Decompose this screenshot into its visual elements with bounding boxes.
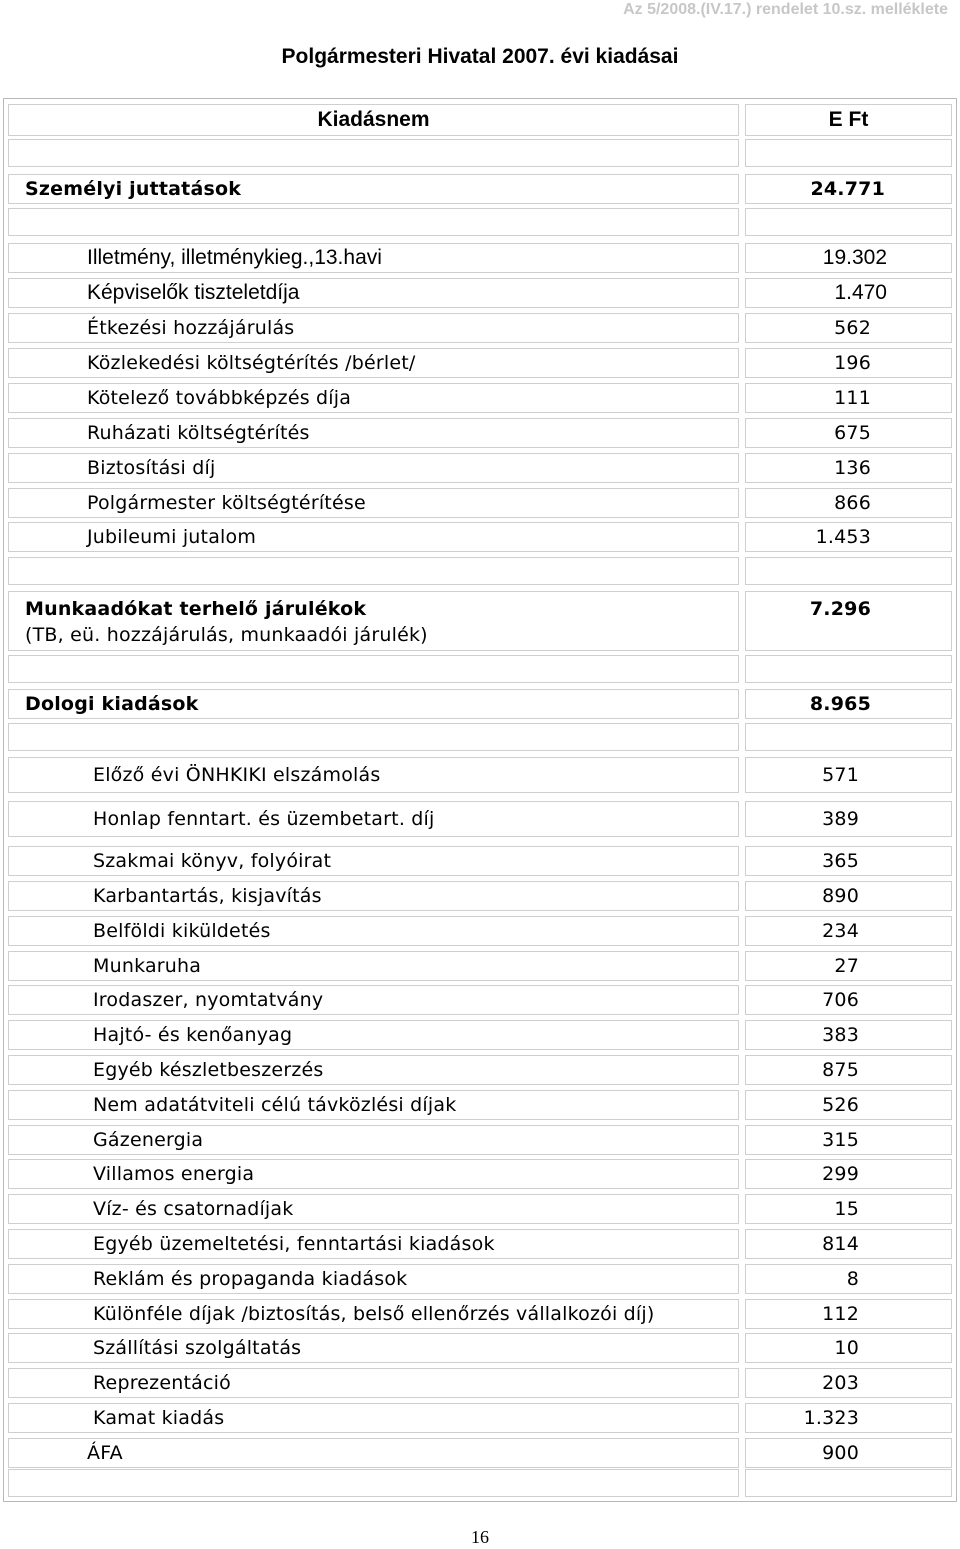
item-amount: 900	[822, 1442, 859, 1464]
table-row	[4, 206, 956, 238]
label-cell	[8, 453, 739, 483]
item-amount: 15	[834, 1198, 859, 1220]
item-amount: 315	[822, 1129, 859, 1151]
table-row	[4, 799, 956, 839]
item-amount: 875	[822, 1059, 859, 1081]
section-amount: 7.296	[809, 598, 871, 620]
value-cell	[745, 208, 952, 236]
item-amount: 111	[834, 387, 871, 409]
label-cell	[8, 208, 739, 236]
item-label: Reklám és propaganda kiadások	[93, 1268, 408, 1290]
label-cell	[8, 488, 739, 518]
item-label: Hajtó- és kenőanyag	[93, 1024, 293, 1046]
section-label	[25, 596, 428, 648]
item-label: Jubileumi jutalom	[87, 526, 257, 548]
label-cell	[8, 1125, 739, 1155]
value-cell	[745, 522, 952, 552]
table-row	[4, 589, 956, 653]
item-amount: 203	[822, 1372, 859, 1394]
item-label: Polgármester költségtérítése	[87, 492, 366, 514]
section-amount: 24.771	[810, 178, 885, 200]
table-row	[4, 1018, 956, 1052]
value-cell	[745, 1125, 952, 1155]
item-amount: 196	[834, 352, 871, 374]
item-amount: 8	[846, 1268, 859, 1290]
item-label: Egyéb üzemeltetési, fenntartási kiadások	[93, 1233, 495, 1255]
item-label: Egyéb készletbeszerzés	[93, 1059, 324, 1081]
value-cell	[745, 278, 952, 308]
value-cell	[745, 757, 952, 793]
section-label: Dologi kiadások	[25, 693, 199, 715]
section-amount: 8.965	[809, 693, 871, 715]
label-cell	[8, 522, 739, 552]
value-cell	[745, 1469, 952, 1497]
item-amount: 234	[822, 920, 859, 942]
table-row	[4, 1401, 956, 1435]
value-cell	[745, 985, 952, 1015]
item-label: Belföldi kiküldetés	[93, 920, 271, 942]
item-amount: 27	[834, 955, 859, 977]
item-label: Villamos energia	[93, 1163, 255, 1185]
value-cell	[745, 453, 952, 483]
label-cell	[8, 1264, 739, 1294]
label-cell	[8, 723, 739, 751]
table-row	[4, 983, 956, 1017]
table-row	[4, 137, 956, 169]
table-row	[4, 755, 956, 795]
table-row	[4, 1192, 956, 1226]
label-cell	[8, 278, 739, 308]
label-cell	[8, 1159, 739, 1189]
value-cell	[745, 557, 952, 585]
label-cell	[8, 1333, 739, 1363]
section-title: Munkaadókat terhelő járulékok	[25, 598, 367, 620]
table-row	[4, 879, 956, 913]
section-label: Személyi juttatások	[25, 178, 242, 200]
header-label-cell	[8, 104, 739, 136]
label-cell	[8, 801, 739, 837]
table-row	[4, 311, 956, 345]
item-label: Karbantartás, kisjavítás	[93, 885, 322, 907]
value-cell	[745, 591, 952, 651]
header-value-cell	[745, 104, 952, 136]
table-row	[4, 1262, 956, 1296]
table-row	[4, 1331, 956, 1365]
table-row	[4, 1227, 956, 1261]
item-amount: 112	[822, 1303, 859, 1325]
label-cell	[8, 1194, 739, 1224]
header-label: Kiadásnem	[317, 108, 430, 131]
table-row	[4, 416, 956, 450]
label-cell	[8, 1055, 739, 1085]
label-cell	[8, 557, 739, 585]
item-label: Ruházati költségtérítés	[87, 422, 310, 444]
table-row	[4, 276, 956, 310]
item-amount: 389	[822, 808, 859, 830]
label-cell	[8, 1229, 739, 1259]
item-label: Különféle díjak /biztosítás, belső ellenőrzés vállalkozói díj)	[93, 1303, 655, 1325]
item-label: Szakmai könyv, folyóirat	[93, 850, 332, 872]
item-amount: 136	[834, 457, 871, 479]
item-label: Víz- és csatornadíjak	[93, 1198, 294, 1220]
section-subtitle: (TB, eü. hozzájárulás, munkaadói járulék)	[25, 624, 428, 646]
table-row	[4, 1436, 956, 1470]
table-row	[4, 381, 956, 415]
item-label: Kötelező továbbképzés díja	[87, 387, 352, 409]
table-row	[4, 1297, 956, 1331]
table-row	[4, 949, 956, 983]
label-cell	[8, 1368, 739, 1398]
label-cell	[8, 846, 739, 876]
value-cell	[745, 723, 952, 751]
item-amount: 10	[834, 1337, 859, 1359]
table-row	[4, 1123, 956, 1157]
item-amount: 19.302	[822, 246, 887, 269]
value-cell	[745, 139, 952, 167]
page-title: Polgármesteri Hivatal 2007. évi kiadásai	[281, 45, 679, 68]
value-cell	[745, 1264, 952, 1294]
value-cell	[745, 689, 952, 719]
value-cell	[745, 801, 952, 837]
label-cell	[8, 916, 739, 946]
item-amount: 571	[822, 764, 859, 786]
value-cell	[745, 1438, 952, 1468]
label-cell	[8, 139, 739, 167]
item-amount: 383	[822, 1024, 859, 1046]
table-row	[4, 914, 956, 948]
item-amount: 1.470	[834, 281, 887, 304]
label-cell	[8, 174, 739, 204]
item-amount: 814	[822, 1233, 859, 1255]
value-cell	[745, 1333, 952, 1363]
item-amount: 866	[834, 492, 871, 514]
table-row	[4, 844, 956, 878]
label-cell	[8, 348, 739, 378]
item-label: Szállítási szolgáltatás	[93, 1337, 302, 1359]
expenses-table	[3, 98, 957, 1502]
label-cell	[8, 1020, 739, 1050]
table-row	[4, 451, 956, 485]
item-label: Képviselők tiszteletdíja	[87, 281, 300, 304]
value-cell	[745, 1055, 952, 1085]
label-cell	[8, 418, 739, 448]
label-cell	[8, 951, 739, 981]
item-label: Előző évi ÖNHKIKI elszámolás	[93, 764, 381, 786]
label-cell	[8, 1090, 739, 1120]
label-cell	[8, 655, 739, 683]
item-label: Munkaruha	[93, 955, 202, 977]
table-row	[4, 486, 956, 520]
value-cell	[745, 313, 952, 343]
value-cell	[745, 1368, 952, 1398]
value-cell	[745, 846, 952, 876]
table-row	[4, 241, 956, 275]
table-row	[4, 172, 956, 206]
regulation-note: Az 5/2008.(IV.17.) rendelet 10.sz. melléklete	[623, 1, 948, 18]
label-cell	[8, 757, 739, 793]
item-amount: 1.453	[815, 526, 871, 548]
value-cell	[745, 1194, 952, 1224]
table-row	[4, 687, 956, 721]
label-cell	[8, 243, 739, 273]
value-cell	[745, 1020, 952, 1050]
label-cell	[8, 881, 739, 911]
table-row	[4, 1467, 956, 1499]
header-unit: E Ft	[828, 108, 869, 131]
value-cell	[745, 174, 952, 204]
table-row	[4, 555, 956, 587]
value-cell	[745, 243, 952, 273]
label-cell	[8, 1438, 739, 1468]
item-amount: 562	[834, 317, 871, 339]
label-cell	[8, 985, 739, 1015]
item-label: ÁFA	[87, 1442, 123, 1464]
item-amount: 675	[834, 422, 871, 444]
value-cell	[745, 418, 952, 448]
label-cell	[8, 689, 739, 719]
item-amount: 1.323	[803, 1407, 859, 1429]
table-row	[4, 346, 956, 380]
label-cell	[8, 1299, 739, 1329]
item-label: Honlap fenntart. és üzembetart. díj	[93, 808, 435, 830]
table-row	[4, 520, 956, 554]
value-cell	[745, 655, 952, 683]
item-label: Nem adatátviteli célú távközlési díjak	[93, 1094, 457, 1116]
item-label: Reprezentáció	[93, 1372, 231, 1394]
item-label: Illetmény, illetménykieg.,13.havi	[87, 246, 382, 269]
value-cell	[745, 881, 952, 911]
value-cell	[745, 383, 952, 413]
value-cell	[745, 916, 952, 946]
item-label: Közlekedési költségtérítés /bérlet/	[87, 352, 416, 374]
item-amount: 526	[822, 1094, 859, 1116]
label-cell	[8, 591, 739, 651]
table-row	[4, 1088, 956, 1122]
item-label: Kamat kiadás	[93, 1407, 225, 1429]
value-cell	[745, 1403, 952, 1433]
value-cell	[745, 951, 952, 981]
value-cell	[745, 348, 952, 378]
table-row	[4, 721, 956, 753]
table-row	[4, 1366, 956, 1400]
label-cell	[8, 1403, 739, 1433]
value-cell	[745, 488, 952, 518]
table-row	[4, 1157, 956, 1191]
table-row	[4, 653, 956, 685]
label-cell	[8, 313, 739, 343]
item-amount: 890	[822, 885, 859, 907]
label-cell	[8, 1469, 739, 1497]
item-label: Gázenergia	[93, 1129, 204, 1151]
table-header-row	[4, 102, 956, 138]
value-cell	[745, 1299, 952, 1329]
page-number: 16	[471, 1527, 489, 1547]
table-row	[4, 1053, 956, 1087]
item-amount: 299	[822, 1163, 859, 1185]
value-cell	[745, 1159, 952, 1189]
label-cell	[8, 383, 739, 413]
value-cell	[745, 1090, 952, 1120]
item-amount: 706	[822, 989, 859, 1011]
item-label: Étkezési hozzájárulás	[87, 317, 295, 339]
value-cell	[745, 1229, 952, 1259]
item-label: Biztosítási díj	[87, 457, 216, 479]
item-label: Irodaszer, nyomtatvány	[93, 989, 324, 1011]
item-amount: 365	[822, 850, 859, 872]
